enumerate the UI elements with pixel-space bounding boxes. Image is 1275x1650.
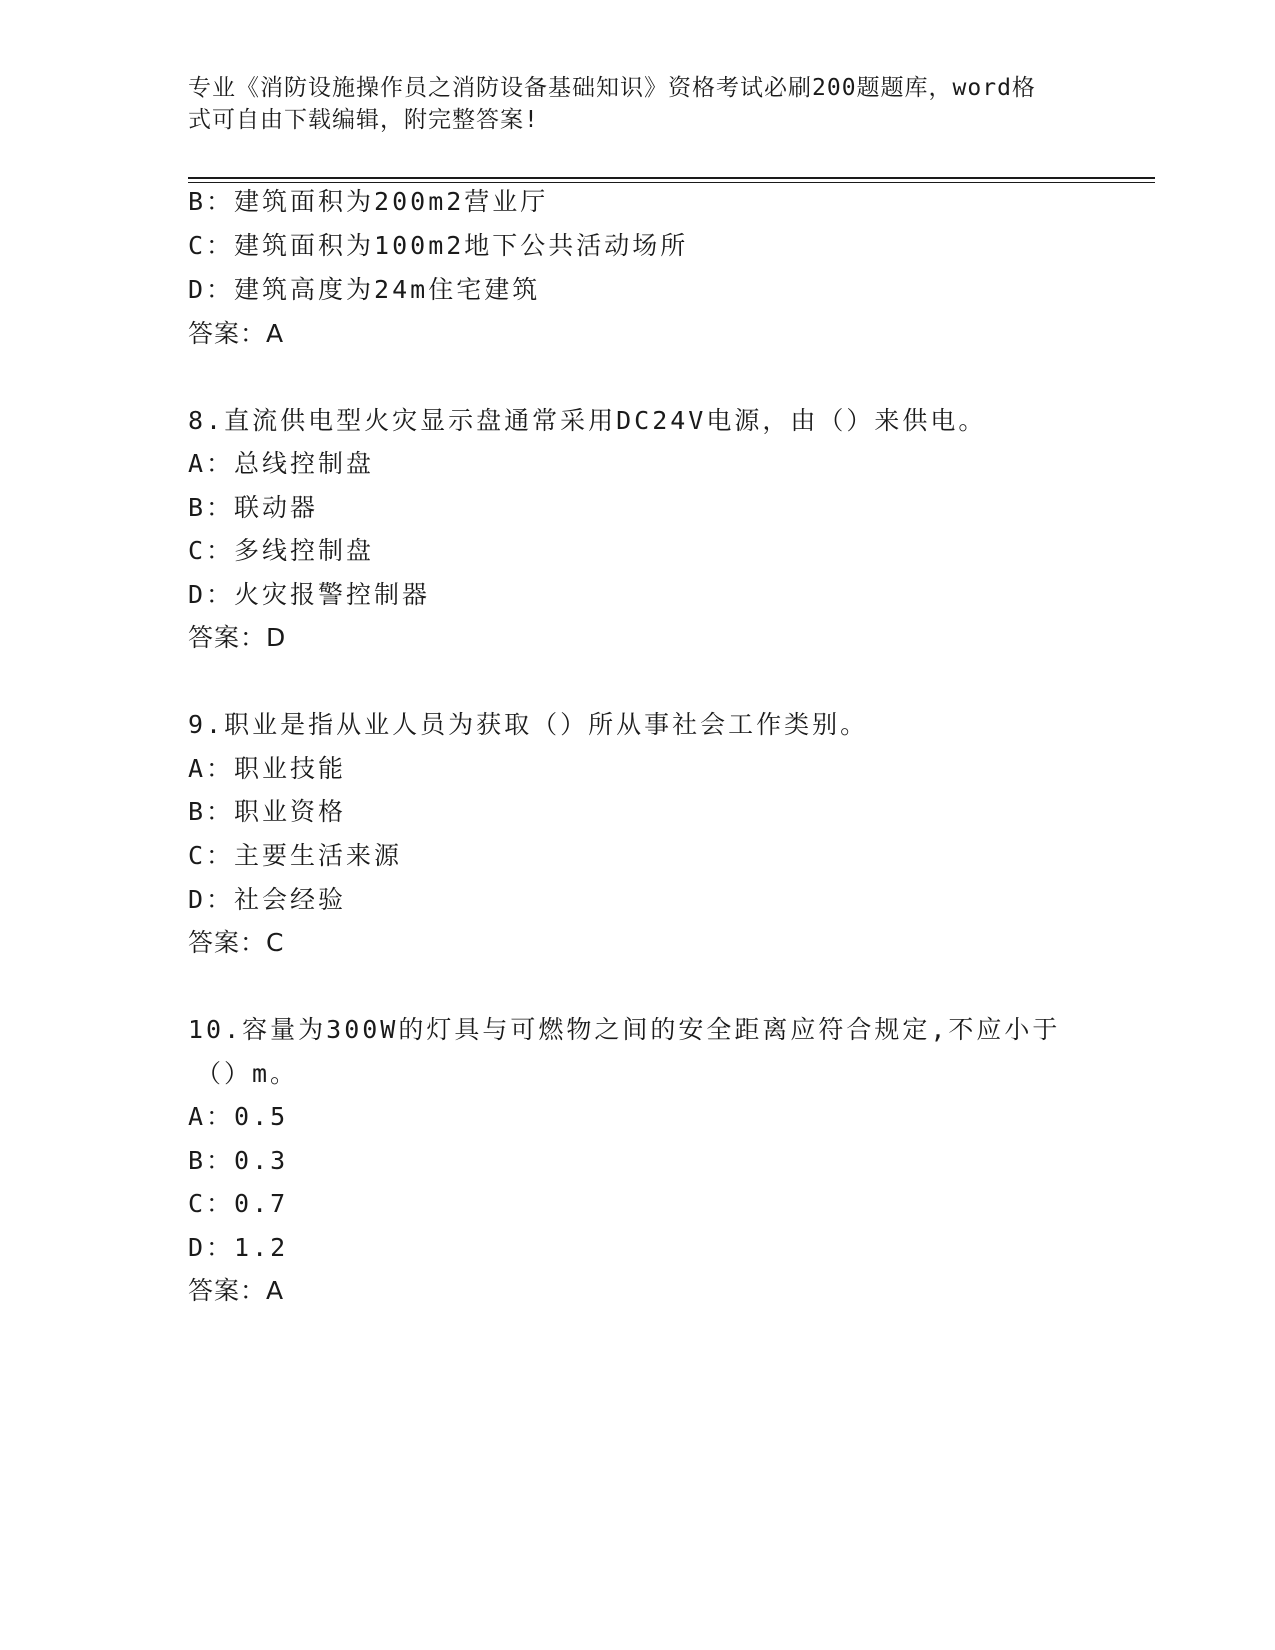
q7-answer: 答案：A — [188, 319, 285, 348]
q8-option-d: D：火灾报警控制器 — [188, 580, 431, 609]
q7-option-b: B：建筑面积为200m2营业厅 — [188, 187, 549, 216]
q10-option-a: A：0.5 — [188, 1102, 289, 1131]
q8-option-b: B：联动器 — [188, 493, 319, 522]
q8-option-c: C：多线控制盘 — [188, 536, 375, 565]
q9-option-d: D：社会经验 — [188, 885, 347, 914]
q7-option-d: D：建筑高度为24m住宅建筑 — [188, 275, 541, 304]
document-header — [188, 72, 1068, 136]
header-line-2: 式可自由下载编辑，附完整答案! — [188, 107, 539, 133]
q9-question: 9.职业是指从业人员为获取（）所从事社会工作类别。 — [188, 710, 869, 739]
q9-option-c: C：主要生活来源 — [188, 841, 403, 870]
q10-question-line-1: 10.容量为300W的灯具与可燃物之间的安全距离应符合规定,不应小于 — [188, 1015, 1061, 1044]
q10-option-d: D：1.2 — [188, 1233, 289, 1262]
q10-option-b: B：0.3 — [188, 1146, 289, 1175]
q9-answer: 答案：C — [188, 928, 285, 957]
header-divider-thick — [188, 177, 1155, 179]
q8-question: 8.直流供电型火灾显示盘通常采用DC24V电源，由（）来供电。 — [188, 406, 987, 435]
q8-answer: 答案：D — [188, 623, 287, 652]
header-divider-thin — [188, 182, 1155, 183]
q10-answer: 答案：A — [188, 1276, 285, 1305]
q7-option-c: C：建筑面积为100m2地下公共活动场所 — [188, 231, 689, 260]
q10-option-c: C：0.7 — [188, 1189, 289, 1218]
q9-option-b: B：职业资格 — [188, 797, 347, 826]
q8-option-a: A：总线控制盘 — [188, 449, 375, 478]
header-line-1: 专业《消防设施操作员之消防设备基础知识》资格考试必刷200题题库，word格 — [188, 75, 1036, 101]
q10-question-line-2: （）m。 — [196, 1059, 299, 1088]
q9-option-a: A：职业技能 — [188, 754, 347, 783]
